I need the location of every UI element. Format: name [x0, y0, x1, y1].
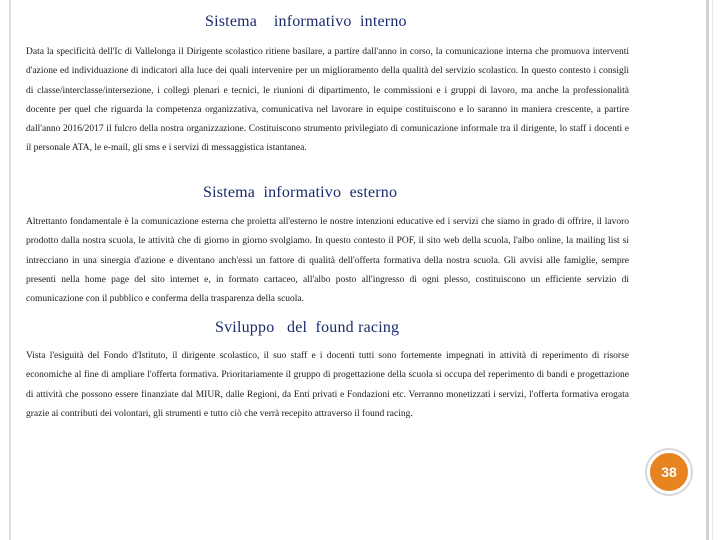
paragraph-internal-info: Data la specificità dell'Ic di Vallelonga il Dirigente scolastico ritiene basilare, a partire dall'anno in corso, la comunicazione interna che promuova interventi d'azione ed individuazione di indicatori alla luce dei quali intervenire per un miglioramento della qualità del servizio scolastico. In questo contesto i consigli di classe/interclasse/intersezione, i collegi plenari e tecnici, le riunioni di dipartimento, le commissioni e i gruppi di lavoro, ma anche la professionalità docente per quel che riguarda la competenza organizzativa, comunicativa nel lavorare in equipe costituiscono e lo saranno in maniera crescente, a partire dall'anno 2016/2017 il fulcro della nostra organizzazione. Costituiscono strumento privilegiato di comunicazione informale tra il dirigente, lo staff i docenti e il personale ATA, le e-mail, gli sms e i servizi di messaggistica istantanea.	[26, 47, 629, 154]
heading-internal-info: Sistema informativo interno	[205, 13, 407, 30]
right-border-line	[706, 0, 709, 540]
paragraph-external-info: Altrettanto fondamentale è la comunicazione esterna che proietta all'esterno le nostre intenzioni educative ed i servizi che siamo in grado di offrire, il lavoro prodotto dalla nostra scuola, le attività che di giorno in giorno svolgiamo. In questo contesto il POF, il sito web della scuola, l'albo online, la mailing list si intrecciano in una sinergia d'azione e diventano anch'essi un fattore di qualità dell'offerta formativa della nostra scuola. Gli avvisi alle famiglie, sempre presenti nella home page del sito internet e, in formato cartaceo, all'albo posto all'ingresso di ogni plesso, costituiscono un efficiente servizio di comunicazione con il pubblico e conferma della trasparenza della scuola.	[26, 217, 629, 305]
left-border-line	[9, 0, 11, 540]
page-number-badge: 38	[647, 450, 691, 494]
paragraph-fundraising: Vista l'esiguità del Fondo d'Istituto, il dirigente scolastico, il suo staff e i docenti tutti sono fortemente impegnati in attività di reperimento di risorse economiche al fine di ampliare l'offerta formativa. Prioritariamente il gruppo di progettazione della scuola si occupa del reperimento di bandi e progettazione di attività che possono essere finanziate dal MIUR, dalle Regioni, da Enti privati e Fondazioni etc. Verranno monetizzati i servizi, l'offerta formativa erogata grazie ai contributi dei volontari, gli strumenti e tutto ciò che verrà recepito attraverso il found racing.	[26, 351, 629, 419]
heading-fundraising: Sviluppo del found racing	[215, 319, 400, 336]
right-border-line-thin	[712, 0, 713, 540]
heading-external-info: Sistema informativo esterno	[203, 184, 398, 201]
